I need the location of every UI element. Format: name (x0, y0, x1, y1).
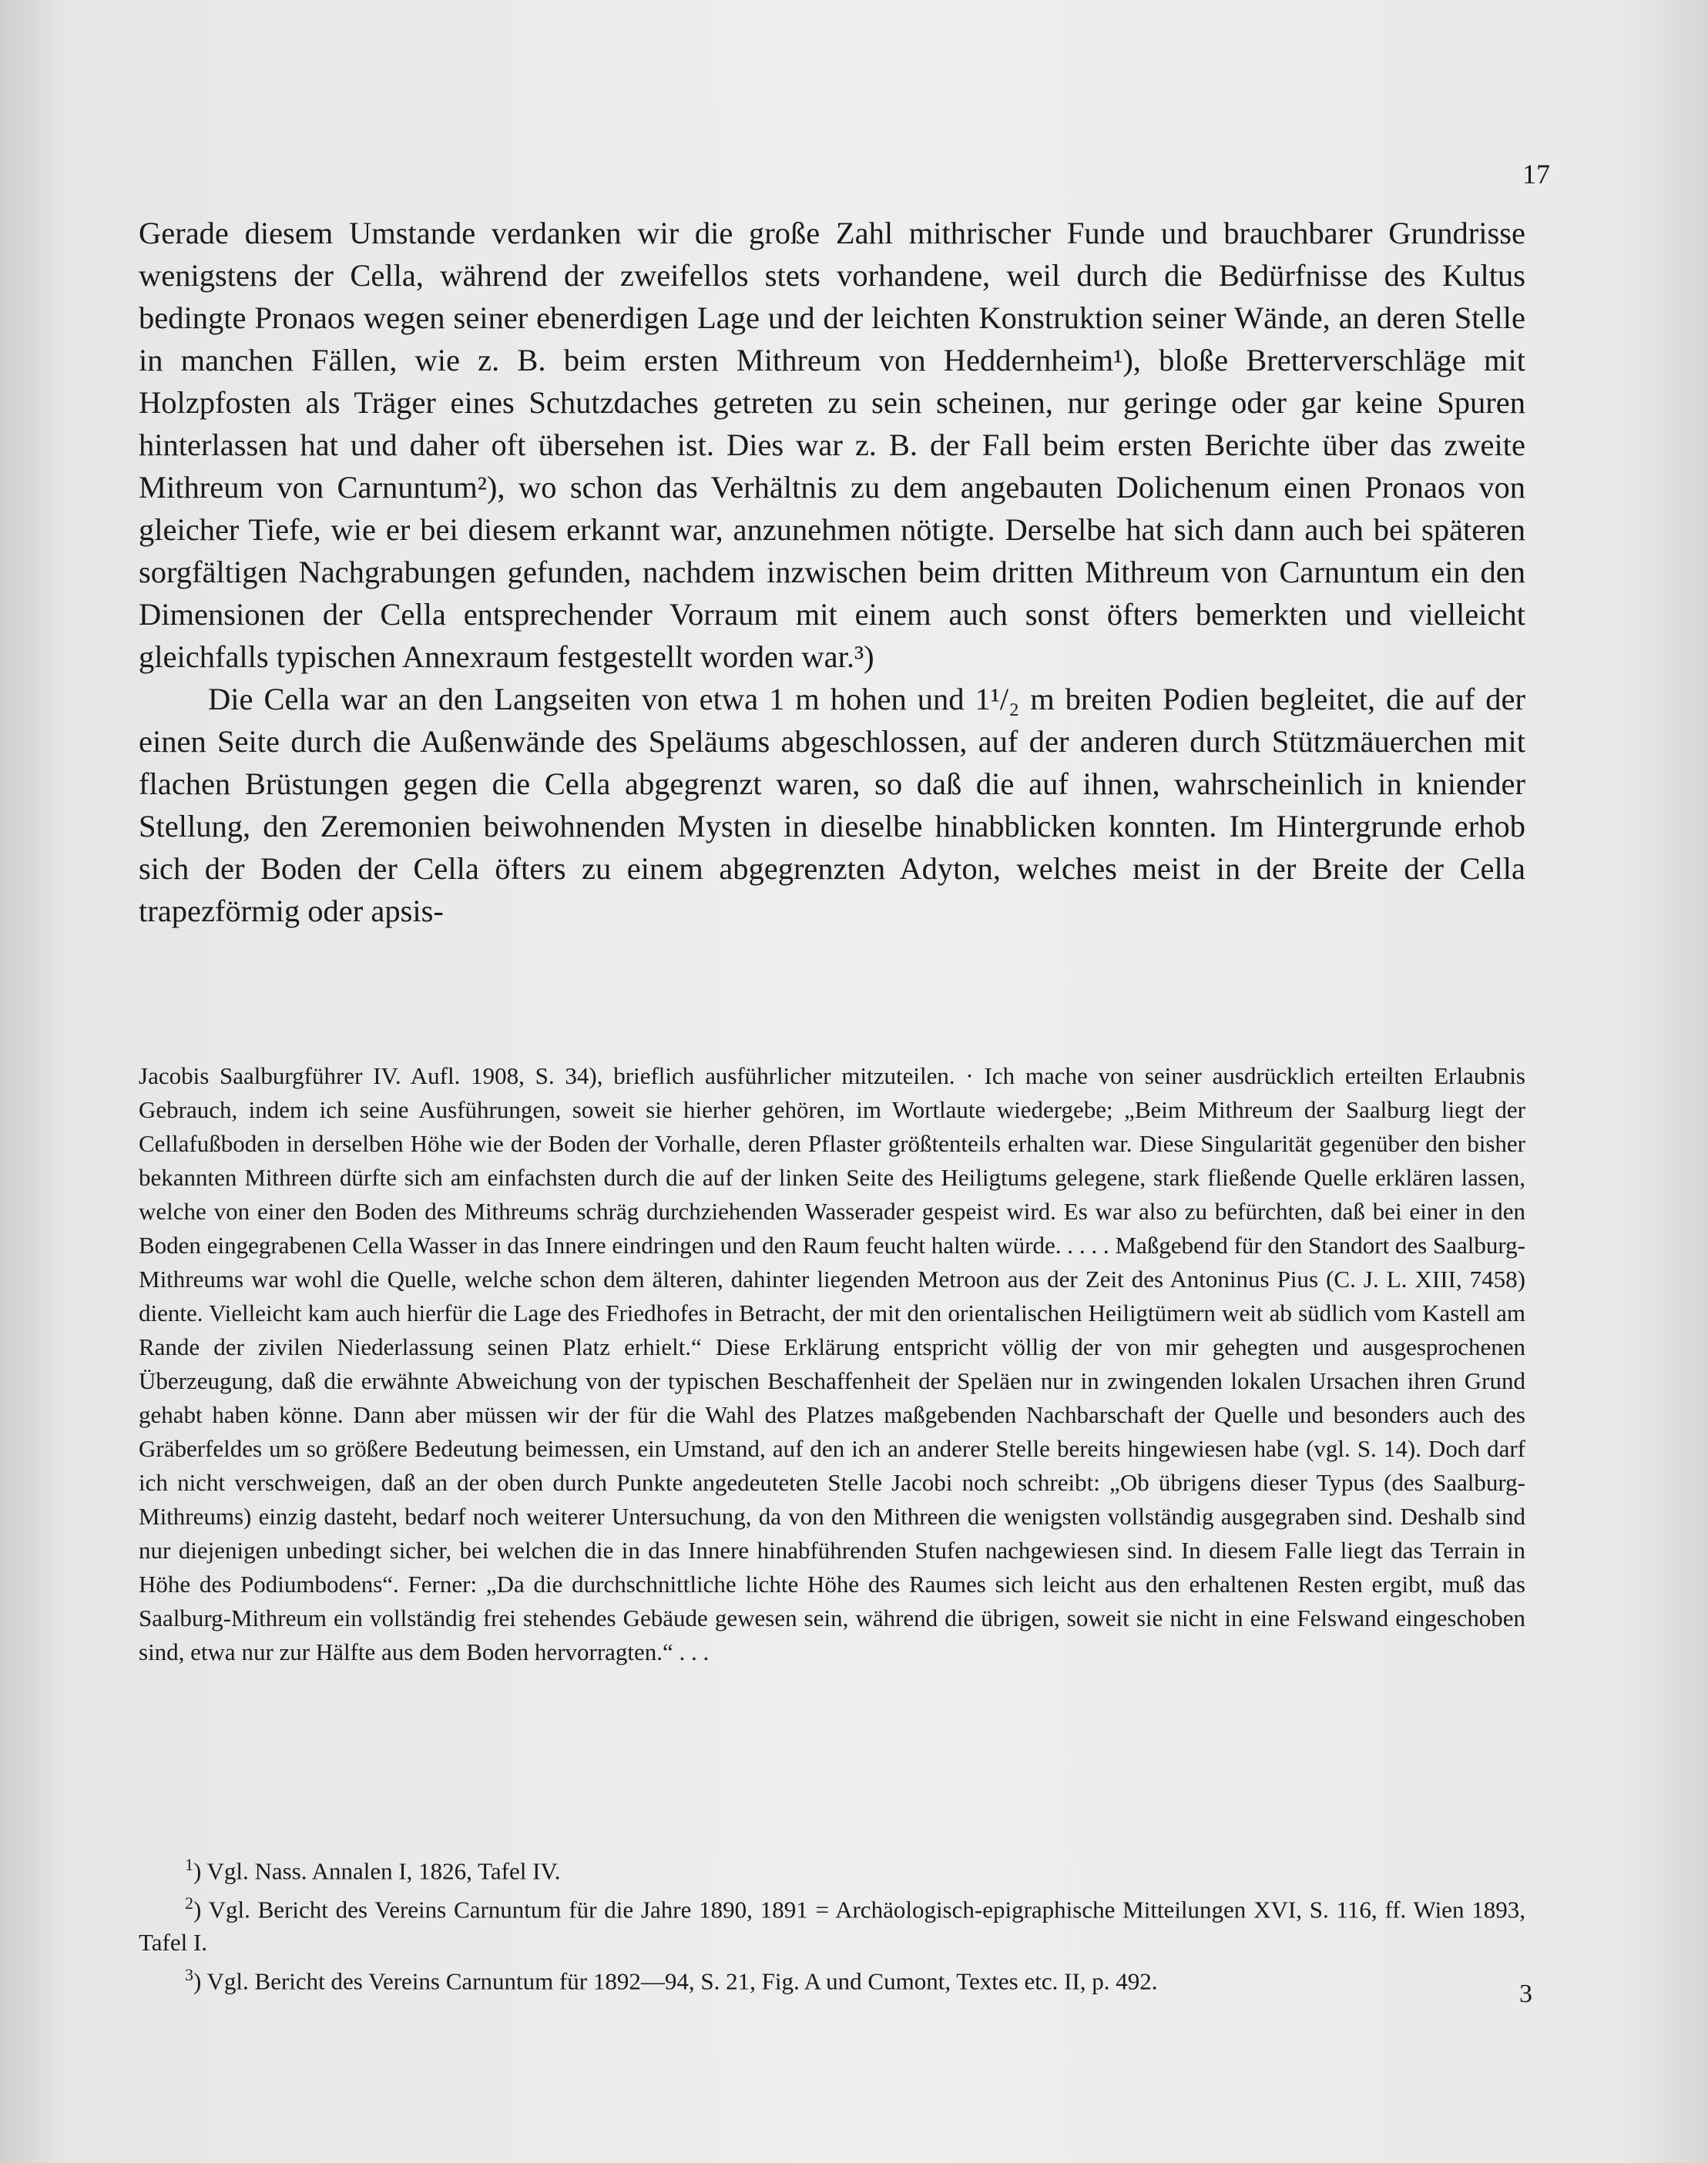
footnote-text: Vgl. Bericht des Vereins Carnuntum für 1892—94, S. 21, Fig. A und Cumont, Textes etc. II, p. 492. (206, 1967, 1158, 1994)
continued-footnote-block (139, 1059, 1525, 1669)
page-number: 17 (1522, 159, 1550, 189)
continued-footnote: Jacobis Saalburgführer IV. Aufl. 1908, S. 34), brieflich ausführlicher mitzuteilen. · Ich mache von seiner ausdrücklich erteilten Erlaubnis Gebrauch, indem ich seine Ausführungen, soweit sie hierher gehören, im Wortlaute wiedergebe; „Beim Mithreum der Saalburg liegt der Cellafußboden in derselben Höhe wie der Boden der Vorhalle, deren Pflaster größtenteils erhalten war. Diese Singularität gegenüber den bisher bekannten Mithreen dürfte sich am einfachsten durch die auf der linken Seite des Heiligtums gelegene, stark fließende Quelle erklären lassen, welche von einer den Boden des Mithreums schräg durchziehenden Wasserader gespeist wird. Es war also zu befürchten, daß bei einer in den Boden eingegrabenen Cella Wasser in das Innere eindringen und den Raum feucht halten würde. . . . . Maßgebend für den Standort des Saalburg-Mithreums war wohl die Quelle, welche schon dem älteren, dahinter liegenden Metroon aus der Zeit des Antoninus Pius (C. J. L. XIII, 7458) diente. Vielleicht kam auch hierfür die Lage des Friedhofes in Betracht, der mit den orientalischen Heiligtümern weit ab südlich vom Kastell am Rande der zivilen Niederlassung seinen Platz erhielt.“ Diese Erklärung entspricht völlig der von mir gehegten und ausgesprochenen Überzeugung, daß die erwähnte Abweichung von der typischen Beschaffenheit der Speläen nur in zwingenden lokalen Ursachen ihren Grund gehabt haben könne. Dann aber müssen wir der für die Wahl des Platzes maßgebenden Nachbarschaft der Quelle und besonders auch des Gräberfeldes um so größere Bedeutung beimessen, ein Umstand, auf den ich an anderer Stelle bereits hingewiesen habe (vgl. S. 14). Doch darf ich nicht verschweigen, daß an der oben durch Punkte angedeuteten Stelle Jacobi noch schreibt: „Ob übrigens dieser Typus (des Saalburg-Mithreums) einzig dasteht, bedarf noch weiterer Untersuchung, da von den Mithreen die wenigsten vollständig ausgegraben sind. Deshalb sind nur diejenigen unbedingt sicher, bei welchen die in das Innere hinabführenden Stufen nachgewiesen sind. In diesem Falle liegt das Terrain in Höhe des Podiumbodens“. Ferner: „Da die durchschnittliche lichte Höhe des Raumes sich leicht aus den erhaltenen Resten ergibt, muß das Saalburg-Mithreum ein vollständig frei stehendes Gebäude gewesen sein, während die übrigen, soweit sie nicht in eine Felswand eingeschoben sind, etwa nur zur Hälfte aus dem Boden hervorragten.“ . . . (139, 1062, 1525, 1665)
footnote-mark: 1 (185, 1855, 193, 1874)
main-text (139, 212, 1525, 932)
footnote-1: $^1$) Vgl. Nass. Annalen I, 1826, Tafel IV. (185, 1855, 561, 1885)
body-paragraph-1: Gerade diesem Umstande verdanken wir die große Zahl mithrischer Funde und brauchbarer Grundrisse wenigstens der Cella, während der zweifellos stets vorhandene, weil durch die Bedürfnisse des Kultus bedingte Pronaos wegen seiner ebenerdigen Lage und der leichten Konstruktion seiner Wände, an deren Stelle in manchen Fällen, wie z. B. beim ersten Mithreum von Heddernheim¹), bloße Bretterverschläge mit Holzpfosten als Träger eines Schutzdaches getreten zu sein scheinen, nur geringe oder gar keine Spuren hinterlassen hat und daher oft übersehen ist. Dies war z. B. der Fall beim ersten Berichte über das zweite Mithreum von Carnuntum²), wo schon das Verhältnis zu dem angebauten Dolichenum einen Pronaos von gleicher Tiefe, wie er bei diesem erkannt war, anzunehmen nötigte. Derselbe hat sich dann auch bei späteren sorgfältigen Nachgrabungen gefunden, nachdem inzwischen beim dritten Mithreum von Carnuntum ein den Dimensionen der Cella entsprechender Vorraum mit einem auch sonst öfters bemerkten und vielleicht gleichfalls typischen Annexraum festgestellt worden war.³) (139, 216, 1525, 674)
footnote-3: $^3$) Vgl. Bericht des Vereins Carnuntum für 1892—94, S. 21, Fig. A und Cumont, Textes etc. II, p. 492. (185, 1964, 1158, 1994)
footnote-text: Vgl. Bericht des Vereins Carnuntum für die Jahre 1890, 1891 = Archäologisch-epigraphische Mitteilungen XVI, S. 116, ff. Wien 1893, Tafel I. (139, 1896, 1525, 1956)
footnote-text: Vgl. Nass. Annalen I, 1826, Tafel IV. (206, 1857, 561, 1885)
footnote-mark: 2 (185, 1893, 193, 1913)
footnote-2: $^2$) Vgl. Bericht des Vereins Carnuntum für die Jahre 1890, 1891 = Archäologisch-epigraphische Mitteilungen XVI, S. 116, ff. Wien 1893, Tafel I. (139, 1893, 1525, 1956)
footnote-mark: 3 (185, 1964, 193, 1984)
body-paragraph-2: Die Cella war an den Langseiten von etwa 1 m hohen und 1¹/₂ m breiten Podien begleitet, die auf der einen Seite durch die Außenwände des Speläums abgeschlossen, auf der anderen durch Stützmäuerchen mit flachen Brüstungen gegen die Cella abgegrenzt waren, so daß die auf ihnen, wahrscheinlich in kniender Stellung, den Zeremonien beiwohnenden Mysten in dieselbe hinabblicken konnten. Im Hintergrunde erhob sich der Boden der Cella öfters zu einem abgegrenzten Adyton, welches meist in der Breite der Cella trapezförmig oder apsis- (139, 682, 1525, 928)
sheet-signature-number: 3 (1519, 1980, 1532, 2008)
footnotes (139, 1849, 1525, 1997)
